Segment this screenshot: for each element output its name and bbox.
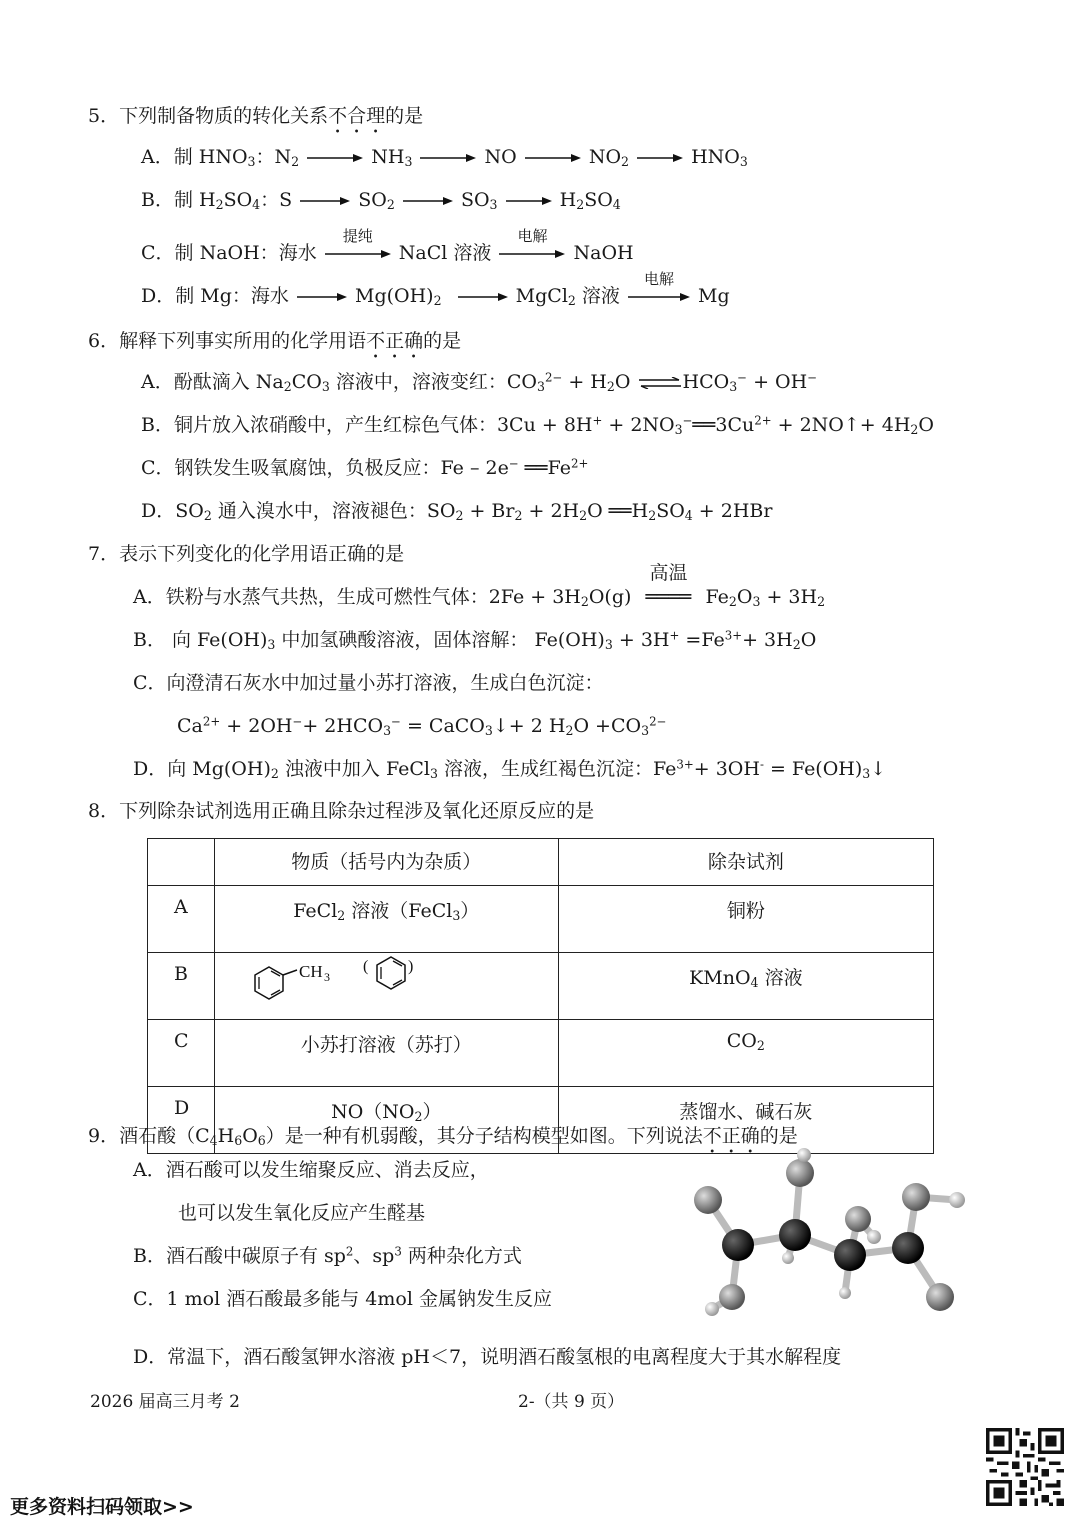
svg-text:(: ( (362, 958, 369, 975)
q6-option-a: A．酚酞滴入 $Na_2CO_3$ 溶液中，溶液变红：$CO_3^{2-} + H_2O$ $HCO_3^- + OH^-$ (141, 370, 818, 395)
q9-option-c: C．1 mol 酒石酸最多能与 4mol 金属钠发生反应 (133, 1288, 552, 1310)
table-header-cell: 除杂试剂 (558, 839, 933, 886)
q5-stem: 5．下列制备物质的转化关系不合理的是 (88, 105, 424, 127)
footer-page-number: 2-（共 9 页） (518, 1392, 625, 1412)
q7-stem: 7．表示下列变化的化学用语正确的是 (88, 543, 405, 565)
svg-text:3: 3 (323, 970, 330, 984)
q9-option-b: B．酒石酸中碳原子有 $sp^2$、$sp^3$ 两种杂化方式 (133, 1244, 522, 1267)
tartaric-acid-model-icon (670, 1145, 980, 1325)
q5-option-d: D．制 Mg：海水 $Mg(OH)_2$ MgCl$_2$ 溶液 电解 Mg (141, 270, 730, 309)
row-substance: $NO(NO_2)$ (214, 1087, 558, 1154)
row-reagent: 铜粉 (558, 886, 933, 953)
q6-option-b: B．铜片放入浓硝酸中，产生红棕色气体：$3Cu + 8H^+ + 2NO_3^-══3Cu^{2+}$ + 2NO↑+ $4H_2O$ (141, 413, 934, 438)
row-id: D (148, 1087, 215, 1154)
more-resources-link[interactable]: 更多资料扫码领取>> (10, 1496, 194, 1518)
q9-stem: 9．酒石酸$(C_4H_6O_6)$是一种有机弱酸，其分子结构模型如图。下列说法不正确的是 (88, 1125, 798, 1149)
row-id: A (148, 886, 215, 953)
q5-option-a: A．制 $HNO_3$：$N_2$ $NH_3$ NO $NO_2$ $HNO_3$ (141, 146, 748, 170)
q8-table (147, 838, 934, 1154)
row-substance: 小苏打溶液（苏打） (214, 1020, 558, 1087)
q9-option-d: D．常温下，酒石酸氢钾水溶液 pH＜7，说明酒石酸氢根的电离程度大于其水解程度 (133, 1346, 842, 1368)
q7-option-c: C．向澄清石灰水中加过量小苏打溶液，生成白色沉淀： (133, 672, 604, 694)
table-row (148, 1020, 934, 1087)
q7-option-d: D．向 $Mg(OH)_2$ 浊液中加入 FeCl$_3$ 溶液，生成红褐色沉淀：$Fe^{3+}+ 3OH^-$ = $Fe(OH)_3↓$ (133, 757, 887, 782)
table-header-cell: 物质（括号内为杂质） (214, 839, 558, 886)
q6-stem: 6．解释下列事实所用的化学用语不正确的是 (88, 330, 462, 352)
toluene-benzene-structure-icon (251, 953, 431, 1009)
row-substance: FeCl$_2$ 溶液（FeCl$_3$） (214, 886, 558, 953)
q7-option-b: B． 向 $Fe(OH)_3$ 中加氢碘酸溶液，固体溶解： $Fe(OH)_3 + 3H^+ =Fe^{3+}+ 3H_2O$ (133, 628, 817, 653)
q7-option-c-equation: $Ca^{2+} + 2OH^-+ 2HCO_3^-$ = CaCO$_3$↓+ 2 $H_2O +CO_3^{2-}$ (177, 714, 667, 739)
row-id: B (148, 953, 215, 1020)
q9-option-a-line1: A．酒石酸可以发生缩聚反应、消去反应， (133, 1159, 489, 1181)
q9-option-a-line2: 也可以发生氧化反应产生醛基 (178, 1202, 426, 1224)
q5-option-c: C．制 NaOH：海水 提纯 NaCl 溶液 电解 NaOH (141, 227, 634, 264)
q7-option-a: A．铁粉与水蒸气共热，生成可燃性气体：$2Fe + 3H_2O(g)$ 高温 ════ $Fe_2O_3 + 3H_2$ (133, 562, 826, 610)
table-header-row (148, 839, 934, 886)
footer-exam-title: 2026 届高三月考 2 (90, 1392, 240, 1412)
q6-option-d: D．$SO_2$ 通入溴水中，溶液褪色：$SO_2 + Br_2 + 2H_2O$ $══H_2SO_4 + 2HBr$ (141, 500, 773, 524)
row-reagent: KMnO$_4$ 溶液 (558, 953, 933, 1020)
row-reagent: 蒸馏水、碱石灰 (558, 1087, 933, 1154)
q6-option-c: C．钢铁发生吸氧腐蚀，负极反应：Fe – 2e− $══Fe^{2+}$ (141, 456, 589, 479)
row-substance (214, 953, 558, 1020)
table-header-cell (148, 839, 215, 886)
svg-text:): ) (407, 958, 414, 975)
svg-text:CH: CH (298, 962, 323, 981)
table-row (148, 886, 934, 953)
table-row (148, 953, 934, 1020)
row-reagent: $CO_2$ (558, 1020, 933, 1087)
q5-option-b: B．制 $H_2SO_4$：S $SO_2$ $SO_3$ $H_2SO_4$ (141, 189, 621, 213)
q8-stem: 8．下列除杂试剂选用正确且除杂过程涉及氧化还原反应的是 (88, 800, 595, 822)
qr-code-icon[interactable] (986, 1428, 1064, 1506)
row-id: C (148, 1020, 215, 1087)
